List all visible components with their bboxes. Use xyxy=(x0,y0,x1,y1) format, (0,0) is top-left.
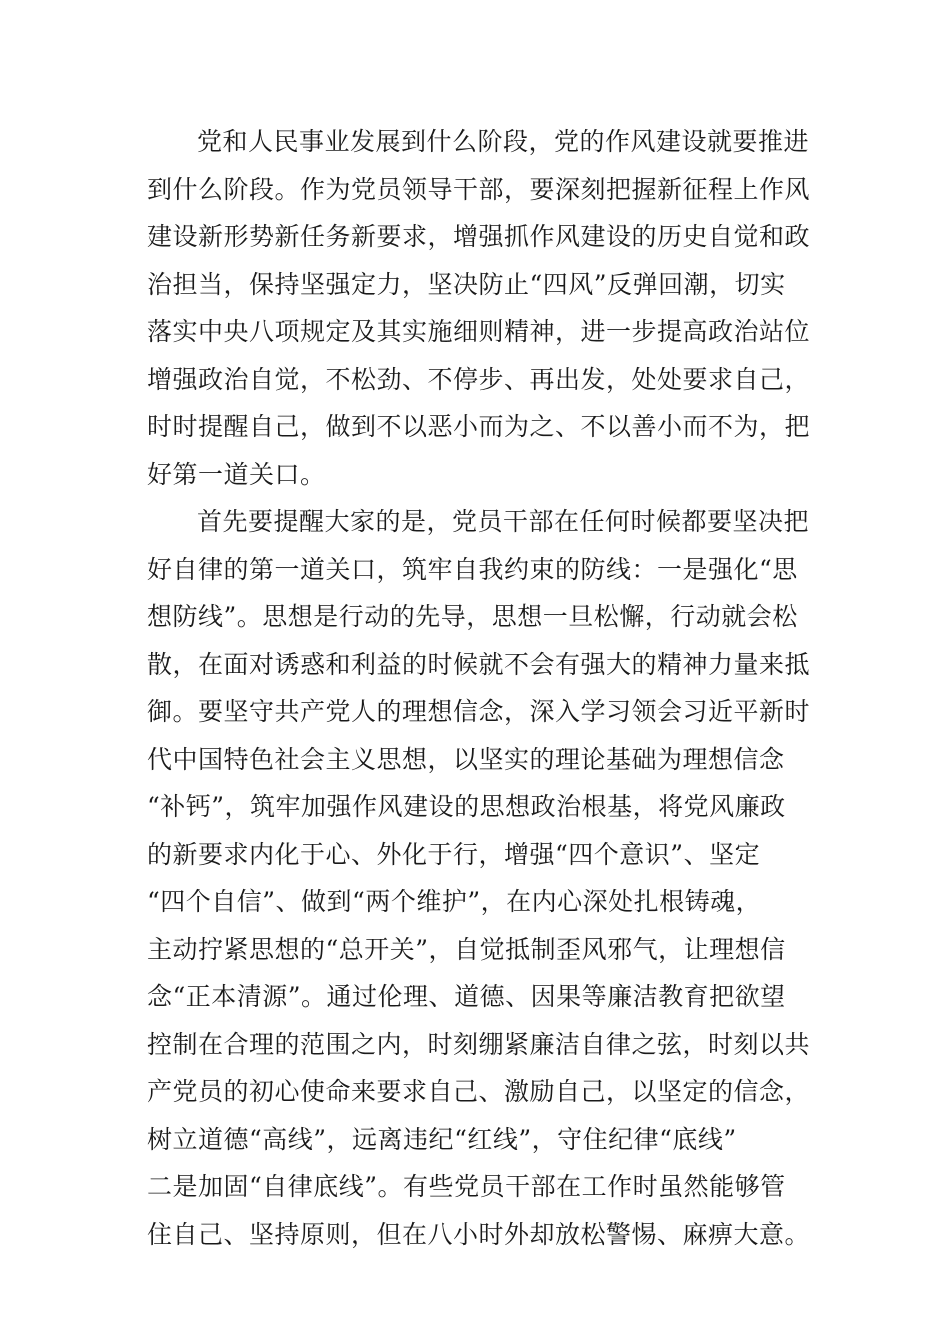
paragraph-2-line-11: 念“正本清源”。通过伦理、道德、因果等廉洁教育把欲望 xyxy=(147,982,786,1011)
paragraph-2-line-12: 控制在合理的范围之内，时刻绷紧廉洁自律之弦，时刻以共 xyxy=(147,1029,811,1059)
paragraph-2-line-7: “补钙”，筑牢加强作风建设的思想政治根基，将党风廉政 xyxy=(147,792,786,821)
paragraph-1-line-3: 建设新形势新任务新要求，增强抓作风建设的历史自觉和政 xyxy=(147,222,811,251)
paragraph-2-line-1: 首先要提醒大家的是，党员干部在任何时候都要坚决把 xyxy=(197,507,810,536)
paragraph-2-line-6: 代中国特色社会主义思想，以坚实的理论基础为理想信念 xyxy=(147,744,785,774)
paragraph-1-line-1: 党和人民事业发展到什么阶段，党的作风建设就要推进 xyxy=(197,127,810,156)
paragraph-2-line-4: 散，在面对诱惑和利益的时候就不会有强大的精神力量来抵 xyxy=(147,649,811,679)
paragraph-2-line-15: 二是加固“自律底线”。有些党员干部在工作时虽然能够管 xyxy=(147,1172,786,1201)
paragraph-1-line-6: 增强政治自觉，不松劲、不停步、再出发，处处要求自己， xyxy=(147,364,811,394)
paragraph-2-line-9: “四个自信”、做到“两个维护”，在内心深处扎根铸魂， xyxy=(147,887,762,916)
paragraph-2-line-3: 想防线”。思想是行动的先导，思想一旦松懈，行动就会松 xyxy=(147,602,798,631)
document-body xyxy=(147,118,817,1258)
paragraph-1-line-4: 治担当，保持坚强定力，坚决防止“四风”反弹回潮，切实 xyxy=(147,269,786,299)
paragraph-2-line-14: 树立道德“高线”，远离违纪“红线”，守住纪律“底线” xyxy=(147,1124,737,1154)
paragraph-2-line-16: 住自己、坚持原则，但在八小时外却放松警惕、麻痹大意。 xyxy=(147,1219,811,1249)
paragraph-1-line-8: 好第一道关口。 xyxy=(147,459,326,489)
paragraph-2-line-10: 主动拧紧思想的“总开关”，自觉抵制歪风邪气，让理想信 xyxy=(147,934,786,964)
paragraph-1-line-7: 时时提醒自己，做到不以恶小而为之、不以善小而不为，把 xyxy=(147,412,811,441)
paragraph-1-line-5: 落实中央八项规定及其实施细则精神，进一步提高政治站位 xyxy=(147,317,811,346)
paragraph-2-line-13: 产党员的初心使命来要求自己、激励自己，以坚定的信念， xyxy=(147,1077,811,1106)
paragraph-2-line-2: 好自律的第一道关口，筑牢自我约束的防线：一是强化“思 xyxy=(147,554,798,584)
paragraph-2-line-5: 御。要坚守共产党人的理想信念，深入学习领会习近平新时 xyxy=(147,697,811,726)
paragraph-2-line-8: 的新要求内化于心、外化于行，增强“四个意识”、坚定 xyxy=(147,839,761,869)
paragraph-1-line-2: 到什么阶段。作为党员领导干部，要深刻把握新征程上作风 xyxy=(147,174,811,204)
